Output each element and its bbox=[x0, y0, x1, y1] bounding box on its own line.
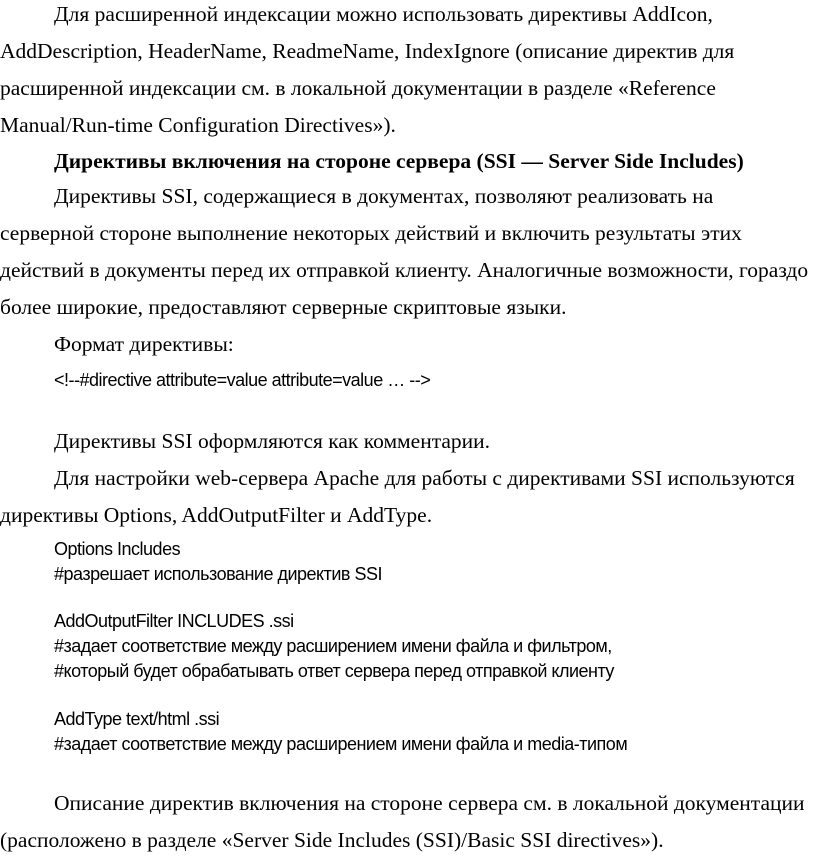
paragraph-extended-indexing: Для расширенной индексации можно использовать директивы AddIcon, AddDescription, HeaderName, ReadmeName, IndexIgnore (описание директив для расширенной индексации см. в локальной документации в разделе «Reference Manual/Run-time Configuration Directives»). bbox=[0, 2, 735, 137]
section-heading-ssi: Директивы включения на стороне сервера (SSI — Server Side Includes) bbox=[54, 149, 744, 173]
format-code: <!--#directive attribute=value attribute=value … --> bbox=[54, 370, 431, 390]
code-line-addtype: AddType text/html .ssi bbox=[54, 709, 220, 729]
code-line-addoutputfilter-comment-2: #который будет обрабатывать ответ сервера перед отправкой клиенту bbox=[54, 661, 614, 681]
code-line-options-comment: #разрешает использование директив SSI bbox=[54, 564, 382, 584]
paragraph-ssi-comments: Директивы SSI оформляются как комментарии. bbox=[54, 429, 491, 453]
paragraph-ssi-description: Директивы SSI, содержащиеся в документах, позволяют реализовать на серверной стороне выполнение некоторых действий и включить результаты этих действий в документы перед их отправкой клиенту. Аналогичные возможности, гораздо более широкие, предоставляют серверные скриптовые языки. bbox=[0, 184, 809, 319]
paragraph-ssi-docs: Описание директив включения на стороне сервера см. в локальной документации (расположено в разделе «Server Side Includes (SSI)/Basic SSI directives»). bbox=[0, 791, 805, 852]
paragraph-apache-config: Для настройки web-сервера Apache для работы с директивами SSI используются директивы Options, AddOutputFilter и AddType. bbox=[0, 466, 795, 527]
format-label: Формат директивы: bbox=[54, 332, 234, 356]
code-line-addtype-comment: #задает соответствие между расширением имени файла и media-типом bbox=[54, 734, 628, 754]
code-line-addoutputfilter: AddOutputFilter INCLUDES .ssi bbox=[54, 611, 294, 631]
code-line-options: Options Includes bbox=[54, 539, 181, 559]
code-line-addoutputfilter-comment-1: #задает соответствие между расширением имени файла и фильтром, bbox=[54, 636, 612, 656]
